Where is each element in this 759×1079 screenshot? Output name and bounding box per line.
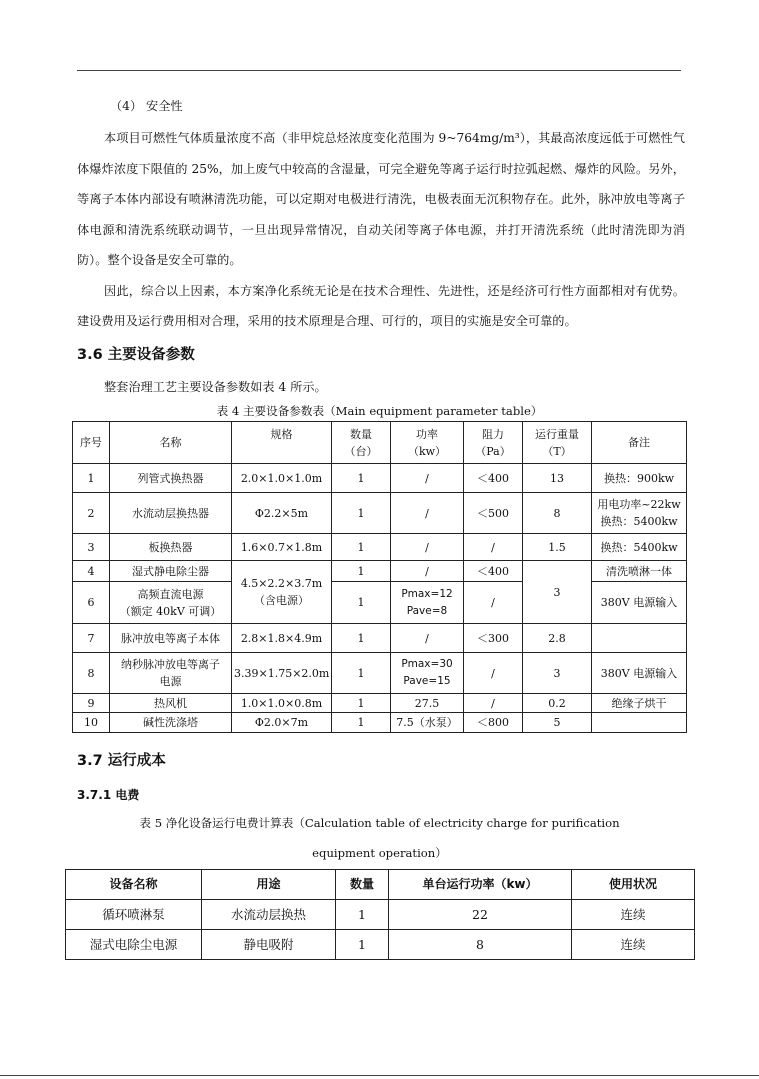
cell-power: / — [391, 624, 464, 653]
cell-no: 6 — [73, 582, 110, 624]
cell-name — [110, 653, 232, 694]
cell-res: ＜300 — [464, 624, 523, 653]
cell-no: 10 — [73, 713, 110, 733]
cell-no: 9 — [73, 694, 110, 713]
header-power: 单台运行功率（kw） — [389, 870, 572, 900]
section-3-6-intro: 整套治理工艺主要设备参数如表 4 所示。 — [104, 380, 327, 394]
table-row — [73, 534, 687, 561]
cell-note: 380V 电源输入 — [592, 653, 687, 694]
cell-purpose: 水流动层换热 — [202, 900, 336, 930]
header-power-unit: （kw） — [407, 444, 447, 458]
section-3-7-1-title: 3.7.1 电费 — [77, 788, 140, 802]
cell-name-line: 高频直流电源 — [137, 587, 204, 601]
cell-weight: 13 — [523, 464, 592, 493]
header-weight — [523, 422, 592, 464]
cell-qty: 1 — [332, 561, 391, 582]
cell-note: 换热：900kw — [592, 464, 687, 493]
cell-name: 板换热器 — [110, 534, 232, 561]
cell-res: ＜800 — [464, 713, 523, 733]
table-row — [73, 582, 687, 624]
header-rule — [77, 70, 681, 71]
header-status: 使用状况 — [572, 870, 695, 900]
table-header-row — [73, 422, 687, 464]
cell-res: / — [464, 694, 523, 713]
cell-qty: 1 — [332, 493, 391, 534]
cell-name-line: 电源 — [159, 675, 182, 688]
cell-weight: 1.5 — [523, 534, 592, 561]
cell-res: ＜400 — [464, 561, 523, 582]
safety-paragraph-2: 因此，综合以上因素，本方案净化系统无论是在技术合理性、先进性，还是经济可行性方面都相对有优势。建设费用及运行费用相对合理，采用的技术原理是合理、可行的，项目的实施是安全可靠的。 — [77, 283, 685, 328]
section-3-6-title: 3.6 主要设备参数 — [77, 347, 195, 363]
cell-power-line: Pave=8 — [406, 604, 448, 617]
cell-note — [592, 624, 687, 653]
cell-res: / — [464, 534, 523, 561]
cell-spec: 1.0×1.0×0.8m — [232, 694, 332, 713]
cell-no: 2 — [73, 493, 110, 534]
cell-res: / — [464, 582, 523, 624]
cell-qty: 1 — [336, 900, 389, 930]
cell-no: 1 — [73, 464, 110, 493]
cell-power-line: Pmax=12 — [401, 587, 453, 600]
table-row — [66, 930, 695, 960]
table-row — [73, 464, 687, 493]
cell-purpose: 静电吸附 — [202, 930, 336, 960]
cell-note-line: 换热：5400kw — [600, 515, 678, 528]
table-row — [73, 694, 687, 713]
cell-power: 8 — [389, 930, 572, 960]
cell-note — [592, 493, 687, 534]
cell-power: / — [391, 464, 464, 493]
cell-qty: 1 — [332, 653, 391, 694]
header-purpose: 用途 — [202, 870, 336, 900]
cell-spec-merged — [232, 561, 332, 624]
cell-name: 热风机 — [110, 694, 232, 713]
cell-qty: 1 — [332, 534, 391, 561]
header-res-label: 阻力 — [482, 427, 504, 441]
cell-power — [391, 653, 464, 694]
cell-power: 7.5（水泵） — [391, 713, 464, 733]
table-row — [73, 713, 687, 733]
cell-note — [592, 713, 687, 733]
header-qty-unit: （台） — [344, 444, 378, 458]
header-power-label: 功率 — [416, 427, 438, 441]
cell-qty: 1 — [332, 464, 391, 493]
cell-spec: 2.8×1.8×4.9m — [232, 624, 332, 653]
cell-note: 换热：5400kw — [592, 534, 687, 561]
cell-spec-line: 4.5×2.2×3.7m — [240, 577, 323, 590]
cell-weight: 3 — [523, 653, 592, 694]
cell-name: 湿式静电除尘器 — [110, 561, 232, 582]
cell-qty: 1 — [332, 694, 391, 713]
cell-power: / — [391, 534, 464, 561]
equipment-parameter-table — [72, 421, 687, 733]
header-weight-unit: （T） — [542, 444, 572, 458]
table-row — [73, 493, 687, 534]
cell-name — [110, 582, 232, 624]
cell-note-line: 用电功率~22kw — [597, 498, 681, 511]
cell-device-name: 循环喷淋泵 — [66, 900, 202, 930]
cell-power-line: Pave=15 — [403, 675, 451, 687]
cell-res: ＜400 — [464, 464, 523, 493]
cell-spec: 3.39×1.75×2.0m — [232, 653, 332, 694]
cell-name: 列管式换热器 — [110, 464, 232, 493]
cell-name: 脉冲放电等离子本体 — [110, 624, 232, 653]
cell-power: 22 — [389, 900, 572, 930]
cell-spec: Φ2.2×5m — [232, 493, 332, 534]
cell-qty: 1 — [332, 624, 391, 653]
cell-power: / — [391, 561, 464, 582]
cell-power: / — [391, 493, 464, 534]
header-device-name: 设备名称 — [66, 870, 202, 900]
cell-qty: 1 — [336, 930, 389, 960]
header-res-unit: （Pa） — [475, 444, 511, 458]
header-spec: 规格 — [232, 422, 332, 464]
header-qty-label: 数量 — [350, 427, 372, 441]
safety-paragraph-1: 本项目可燃性气体质量浓度不高（非甲烷总烃浓度变化范围为 9~764mg/m³），其最高浓度远低于可燃性气体爆炸浓度下限值的 25%，加上废气中较高的含湿量，可完全避免等离子运行时拉弧起燃、爆炸的风险。另外，等离子本体内部设有喷淋清洗功能，可以定期对电极进行清洗，电极表面无沉积物存在。此外，脉冲放电等离子体电源和清洗系统联动调节，一旦出现异常情况，自动关闭等离子体电源，并打开清洗系统（此时清洗即为消防）。整个设备是安全可靠的。 — [77, 131, 685, 267]
cell-no: 4 — [73, 561, 110, 582]
section-3-7-title: 3.7 运行成本 — [77, 753, 166, 769]
cell-name-line: 纳秒脉冲放电等离子 — [121, 658, 220, 671]
cell-name: 碱性洗涤塔 — [110, 713, 232, 733]
cell-no: 8 — [73, 653, 110, 694]
table-row — [73, 653, 687, 694]
table-row — [66, 900, 695, 930]
cell-weight-merged: 3 — [523, 561, 592, 624]
header-power — [391, 422, 464, 464]
cell-spec: 2.0×1.0×1.0m — [232, 464, 332, 493]
cell-device-name: 湿式电除尘电源 — [66, 930, 202, 960]
cell-weight: 8 — [523, 493, 592, 534]
cell-power: 27.5 — [391, 694, 464, 713]
cell-res: ＜500 — [464, 493, 523, 534]
cell-weight: 2.8 — [523, 624, 592, 653]
header-weight-label: 运行重量 — [535, 427, 579, 441]
cell-res: / — [464, 653, 523, 694]
safety-heading: （4） 安全性 — [110, 99, 183, 113]
safety-text — [77, 123, 685, 337]
cell-note: 清洗喷淋一体 — [592, 561, 687, 582]
footer-rule — [0, 1075, 759, 1076]
cell-status: 连续 — [572, 930, 695, 960]
cell-qty: 1 — [332, 582, 391, 624]
cell-spec: Φ2.0×7m — [232, 713, 332, 733]
cell-spec: 1.6×0.7×1.8m — [232, 534, 332, 561]
cell-no: 7 — [73, 624, 110, 653]
cell-weight: 5 — [523, 713, 592, 733]
cell-qty: 1 — [332, 713, 391, 733]
cell-name-line: （额定 40kV 可调） — [119, 604, 222, 618]
header-qty: 数量 — [336, 870, 389, 900]
header-qty — [332, 422, 391, 464]
header-no: 序号 — [73, 422, 110, 464]
header-name: 名称 — [110, 422, 232, 464]
header-note: 备注 — [592, 422, 687, 464]
table-row — [73, 561, 687, 582]
cell-name: 水流动层换热器 — [110, 493, 232, 534]
table-row — [73, 624, 687, 653]
table4-caption: 表 4 主要设备参数表（Main equipment parameter table） — [216, 404, 543, 418]
header-res — [464, 422, 523, 464]
cell-no: 3 — [73, 534, 110, 561]
cell-note: 绝缘子烘干 — [592, 694, 687, 713]
table-header-row — [66, 870, 695, 900]
cell-note: 380V 电源输入 — [592, 582, 687, 624]
cell-power — [391, 582, 464, 624]
cell-power-line: Pmax=30 — [401, 658, 453, 670]
cell-weight: 0.2 — [523, 694, 592, 713]
cell-status: 连续 — [572, 900, 695, 930]
table5-caption-line-1: 表 5 净化设备运行电费计算表（Calculation table of electricity charge for purification — [139, 816, 620, 830]
table5-caption-line-2: equipment operation） — [312, 846, 447, 860]
electricity-charge-table — [65, 869, 695, 960]
cell-spec-line: （含电源） — [254, 594, 309, 607]
